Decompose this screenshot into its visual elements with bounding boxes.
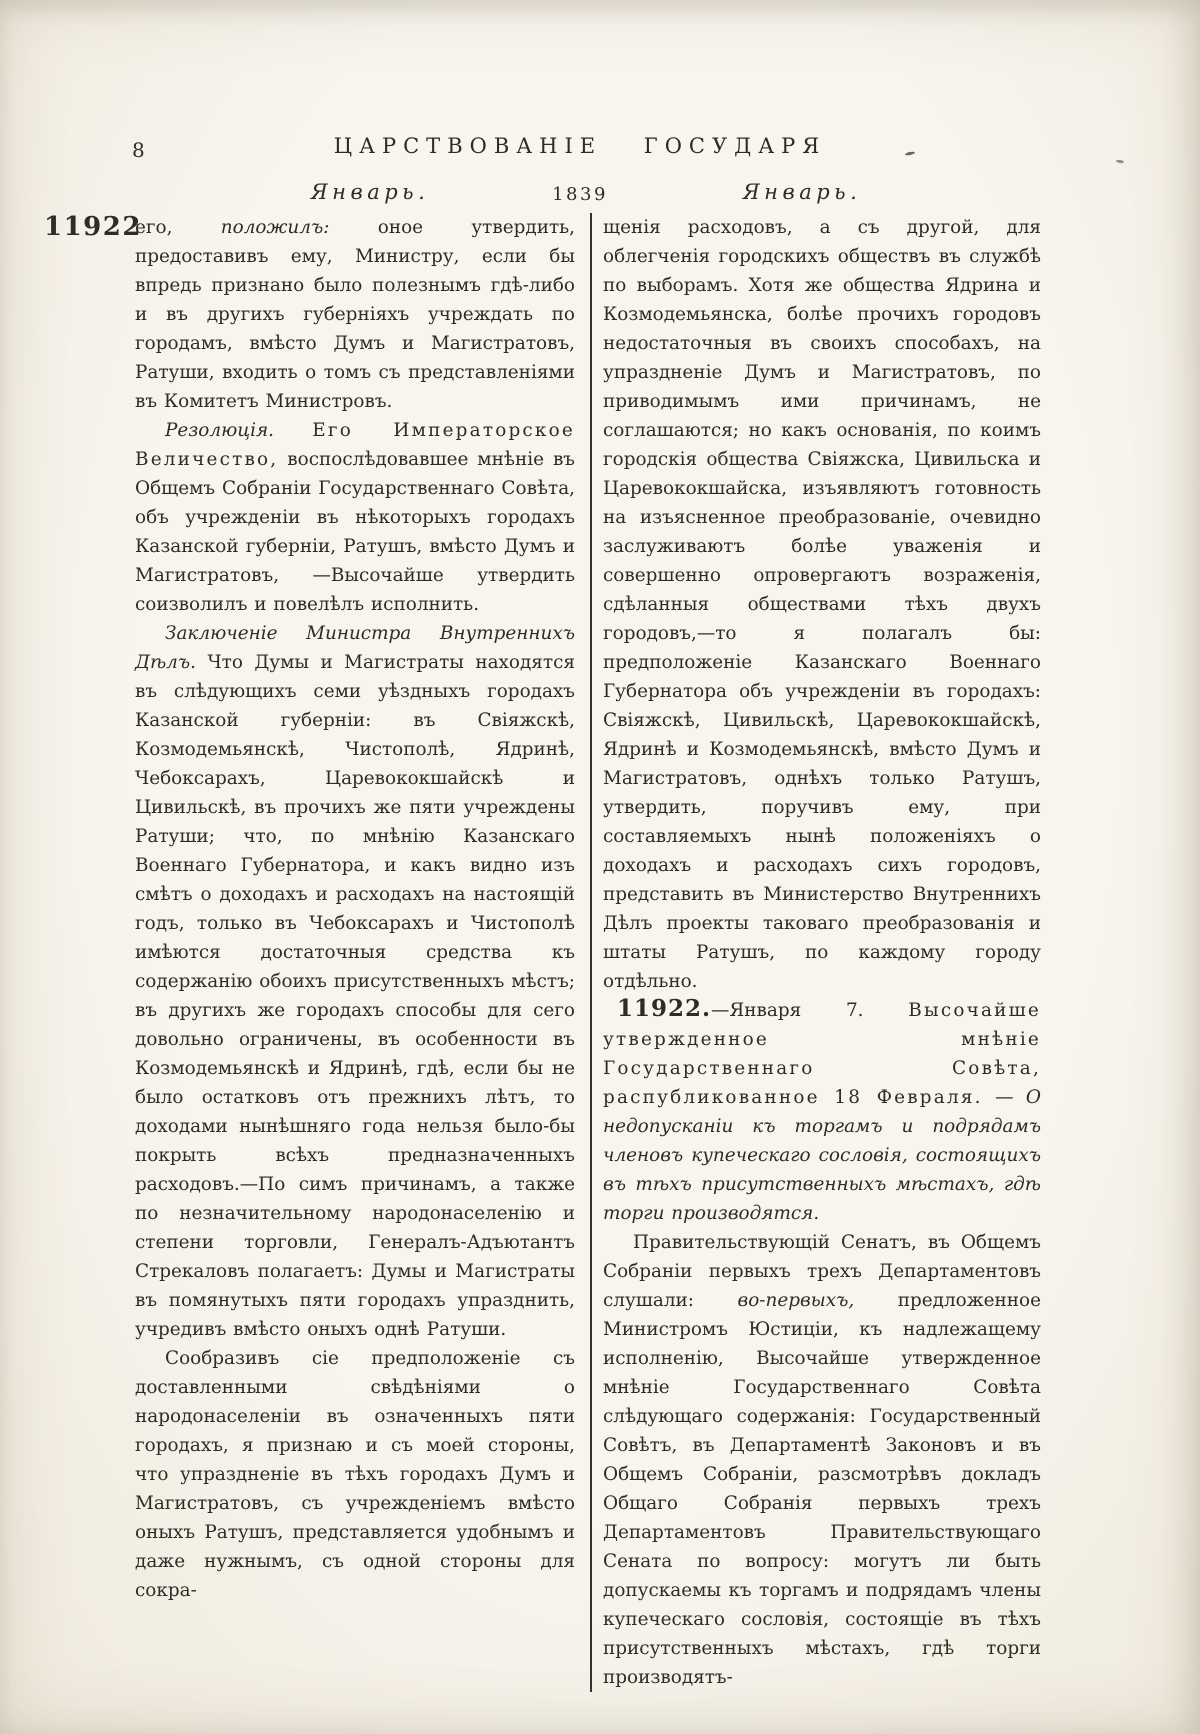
act-heading — [603, 996, 1041, 1228]
text-run: Сообразивъ сіе предположеніе съ доставленными свѣдѣніями о народонаселеніи въ означенныхъ пяти городахъ, я признаю и съ моей стороны, что упраздненіе въ тѣхъ городахъ Думъ и Магистратовъ, съ учрежденіемъ вмѣсто оныхъ Ратушъ, представляется удобнымъ и даже нужнымъ, съ одной стороны для сокра- — [135, 1348, 575, 1601]
text-run: воспослѣдовавшее мнѣніе въ Общемъ Собраніи Государственнаго Совѣта, объ учрежденіи въ нѣкоторыхъ городахъ Казанской губерніи, Ратушъ, вмѣсто Думъ и Магистратовъ, —Высочайше утвердить соизволилъ и повелѣлъ исполнить. — [135, 449, 575, 615]
month-header-right: Январь. — [742, 180, 862, 204]
paragraph-continuation — [603, 213, 1041, 996]
text-run: его, — [135, 217, 221, 238]
left-column — [135, 213, 575, 1692]
column-divider-rule — [590, 213, 592, 1692]
scan-artifact — [1116, 159, 1124, 163]
year-header: 1839 — [552, 184, 608, 205]
text-run-italic: во-первыхъ, — [737, 1290, 855, 1311]
page-number: 8 — [132, 138, 145, 162]
right-column — [603, 213, 1041, 1692]
text-run-spaced: Его Императорское Величество, — [135, 420, 575, 470]
act-date: —Января 7. — [711, 1000, 864, 1021]
text-run: щенія расходовъ, а съ другой, для облегченія городскихъ обществъ въ службѣ по выборамъ. Хотя же общества Ядрина и Козмодемьянска, болѣе прочихъ городовъ недостаточныя въ своихъ способахъ, на упраздненіе Думъ и Магистратовъ, по приводимымъ ими причинамъ, не соглашаются; но какъ основанія, по коимъ городскія общества Свіяжска, Цивильска и Царевококшайска, изъявляютъ готовность на изъясненное преобразованіе, очевидно заслуживаютъ болѣе уваженія и совершенно опровергаютъ возраженія, сдѣланныя обществами тѣхъ двухъ городовъ,—то я полагалъ бы: предположеніе Казанскаго Военнаго Губернатора объ учрежденіи въ городахъ: Свіяжскѣ, Цивильскѣ, Царевококшайскѣ, Ядринѣ и Козмодемьянскѣ, вмѣсто Думъ и Магистратовъ, однѣхъ только Ратушъ, утвердить, поручивъ ему, при составляемыхъ нынѣ положеніяхъ о доходахъ и расходахъ сихъ городовъ, представить въ Министерство Внутреннихъ Дѣлъ проекты таковаго преобразованія и штаты Ратушъ, по каждому городу отдѣльно. — [603, 217, 1041, 992]
act-title-italic: О недопусканіи къ торгамъ и подрядамъ членовъ купеческаго сословія, состоящихъ въ тѣхъ присутственныхъ мѣстахъ, гдѣ торги производятся. — [603, 1087, 1041, 1224]
paragraph-continuation — [135, 213, 575, 416]
text-run-italic: положилъ: — [220, 217, 330, 238]
paragraph-senate — [603, 1228, 1041, 1692]
text-run: оное утвердить, предоставивъ ему, Министру, если бы впредь признано было полезнымъ гдѣ-либо и въ другихъ губерніяхъ учреждать по городамъ, вмѣсто Думъ и Магистратовъ, Ратуши, входить о томъ съ представленіями въ Комитетъ Министровъ. — [135, 217, 575, 412]
text-columns — [135, 213, 1043, 1692]
act-margin-number: 11922 — [44, 212, 142, 242]
paragraph-lead-italic: Резолюція. — [165, 420, 274, 441]
text-run: — — [995, 1087, 1026, 1108]
paragraph-resolution — [135, 416, 575, 619]
running-title: ЦАРСТВОВАНІЕ ГОСУДАРЯ — [333, 134, 827, 158]
text-run: предложенное Министромъ Юстиціи, къ надлежащему исполненію, Высочайше утвержденное мнѣніе Государственнаго Совѣта слѣдующаго содержанія: Государственный Совѣтъ, въ Департаментѣ Законовъ и въ Общемъ Собраніи, разсмотрѣвъ докладъ Общаго Собранія первыхъ трехъ Департаментовъ Правительствующаго Сената по вопросу: могутъ ли быть допускаемы къ торгамъ и подрядамъ члены купеческаго сословія, состоящіе въ тѣхъ присутственныхъ мѣстахъ, гдѣ торги производятъ- — [603, 1290, 1041, 1688]
text-run: Что Думы и Магистраты находятся въ слѣдующихъ семи уѣздныхъ городахъ Казанской губерніи: въ Свіяжскѣ, Козмодемьянскѣ, Чистополѣ, Ядринѣ, Чебоксарахъ, Царевококшайскѣ и Цивильскѣ, въ прочихъ же пяти учреждены Ратуши; что, по мнѣнію Казанскаго Военнаго Губернатора, и какъ видно изъ смѣтъ о доходахъ и расходахъ на настоящій годъ, только въ Чебоксарахъ и Чистополѣ имѣются достаточныя средства къ содержанію обоихъ присутственныхъ мѣстъ; въ другихъ же городахъ способы для сего довольно ограничены, въ особенности въ Козмодемьянскѣ и Ядринѣ, гдѣ, если бы не было остатковъ отъ прежнихъ лѣтъ, то доходами нынѣшняго года нельзя было-бы покрыть всѣхъ предназначенныхъ расходовъ.—По симъ причинамъ, а также по незначительному народонаселенію и степени торговли, Генералъ-Адъютантъ Стрекаловъ полагаетъ: Думы и Магистраты въ помянутыхъ пяти городахъ упразднить, учредивъ вмѣсто оныхъ однѣ Ратуши. — [135, 652, 575, 1340]
text-run: Правительствующій Сенатъ, въ Общемъ Собраніи первыхъ трехъ Департаментовъ слушали: — [603, 1232, 1041, 1311]
paragraph-conclusion — [135, 619, 575, 1344]
month-header-left: Январь. — [310, 180, 430, 204]
act-kind-spaced: Высочайше утвержденное мнѣніе Государственнаго Совѣта, распубликованное 18 Февраля. — [603, 1000, 1041, 1108]
paragraph — [135, 1344, 575, 1605]
act-number: 11922. — [617, 995, 712, 1022]
paragraph-lead-italic: Заключеніе Министра Внутреннихъ Дѣлъ. — [135, 623, 575, 673]
